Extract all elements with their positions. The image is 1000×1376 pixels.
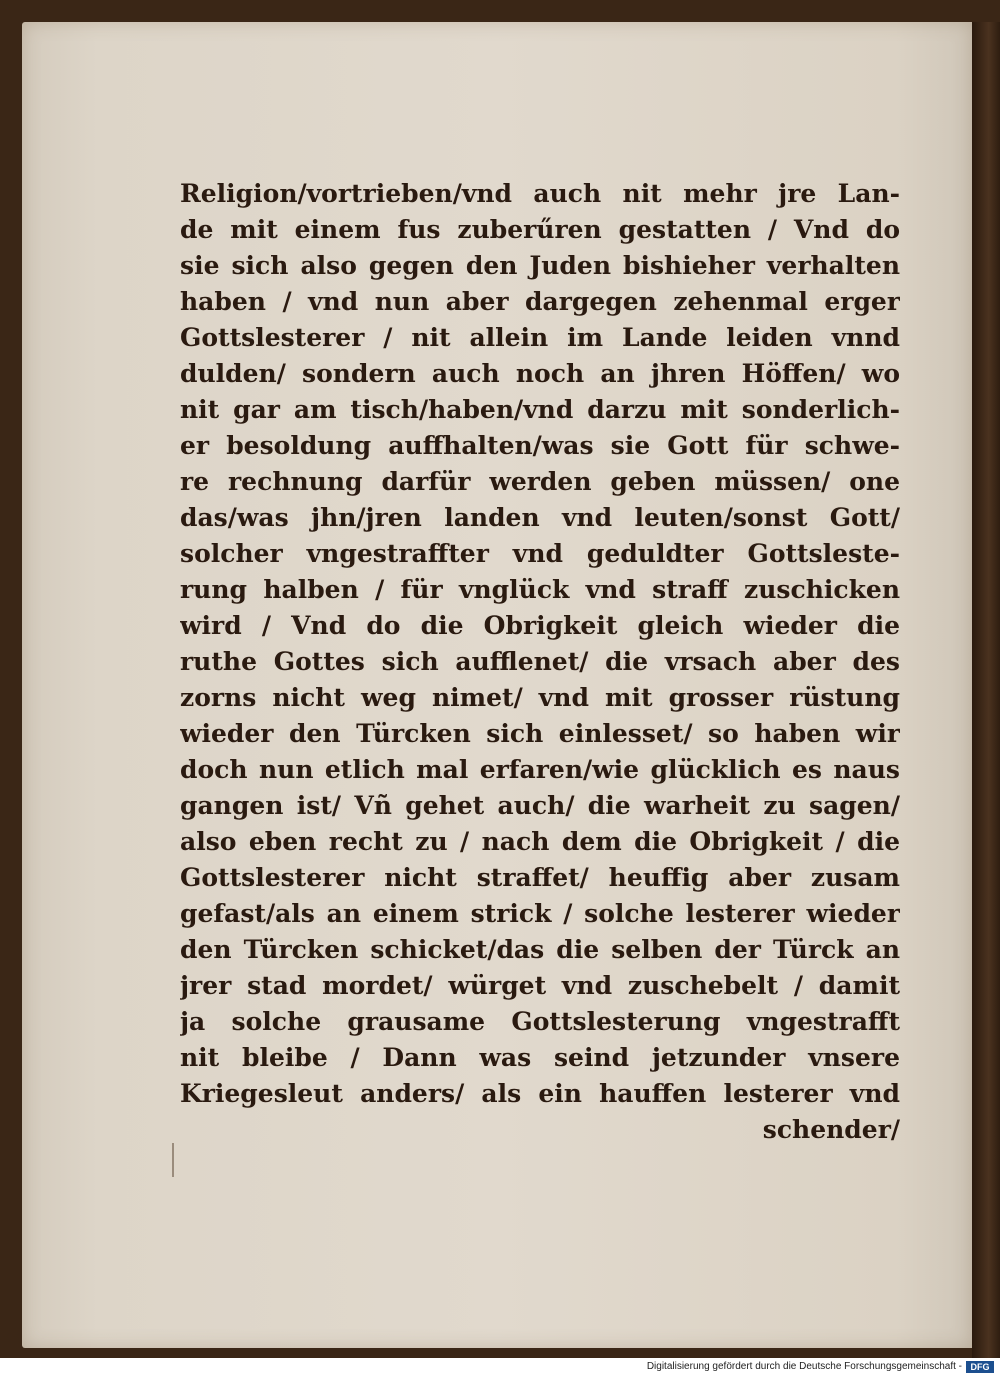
- text-line: sie sich also gegen den Juden bishieher verhalten: [180, 251, 900, 280]
- text-line: solcher vngestraffter vnd geduldter Gottsleste-: [180, 539, 900, 568]
- text-line: Religion/vortrieben/vnd auch nit mehr jre Lan-: [180, 179, 900, 208]
- text-line: Gottslesterer nicht straffet/ heuffig aber zusam: [180, 863, 900, 892]
- digitization-footer: [0, 1358, 1000, 1376]
- catchword: schender/: [762, 1115, 900, 1144]
- text-line: dulden/ sondern auch noch an jhren Höffen/ wo: [180, 359, 900, 388]
- text-line: rung halben / für vnglück vnd straff zuschicken: [180, 575, 900, 604]
- text-line: zorns nicht weg nimet/ vnd mit grosser rüstung: [180, 683, 900, 712]
- text-line: ja solche grausame Gottslesterung vngestrafft: [180, 1007, 900, 1036]
- text-line: den Türcken schicket/das die selben der Türck an: [180, 935, 900, 964]
- text-line: Kriegesleut anders/ als ein hauffen lesterer vnd: [180, 1079, 900, 1108]
- text-line: er besoldung auffhalten/was sie Gott für schwe-: [180, 431, 900, 460]
- text-line: doch nun etlich mal erfaren/wie glücklich es naus: [180, 755, 900, 784]
- text-line: wird / Vnd do die Obrigkeit gleich wieder die: [180, 611, 900, 640]
- dfg-logo: DFG: [966, 1361, 994, 1373]
- page-text: [180, 176, 900, 1148]
- funding-credit: Digitalisierung gefördert durch die Deutsche Forschungsgemeinschaft -: [646, 1361, 962, 1372]
- text-line: ruthe Gottes sich aufflenet/ die vrsach aber des: [180, 647, 900, 676]
- text-line: nit gar am tisch/haben/vnd darzu mit sonderlich-: [180, 395, 900, 424]
- book-binding: [972, 22, 1000, 1358]
- text-line: gefast/als an einem strick / solche lesterer wieder: [180, 899, 900, 928]
- text-line: de mit einem fus zuberűren gestatten / Vnd do: [180, 215, 900, 244]
- text-line: das/was jhn/jren landen vnd leuten/sonst Gott/: [180, 503, 900, 532]
- text-line: Gottslesterer / nit allein im Lande leiden vnnd: [180, 323, 900, 352]
- text-line: jrer stad mordet/ würget vnd zuschebelt / damit: [180, 971, 900, 1000]
- text-line: nit bleibe / Dann was seind jetzunder vnsere: [180, 1043, 900, 1072]
- text-line: wieder den Türcken sich einlesset/ so haben wir: [180, 719, 900, 748]
- text-line: gangen ist/ Vñ gehet auch/ die warheit zu sagen/: [180, 791, 900, 820]
- text-line: haben / vnd nun aber dargegen zehenmal erger: [180, 287, 900, 316]
- text-line: re rechnung darfür werden geben müssen/ one: [180, 467, 900, 496]
- text-line: also eben recht zu / nach dem die Obrigkeit / die: [180, 827, 900, 856]
- margin-mark: [172, 1143, 174, 1177]
